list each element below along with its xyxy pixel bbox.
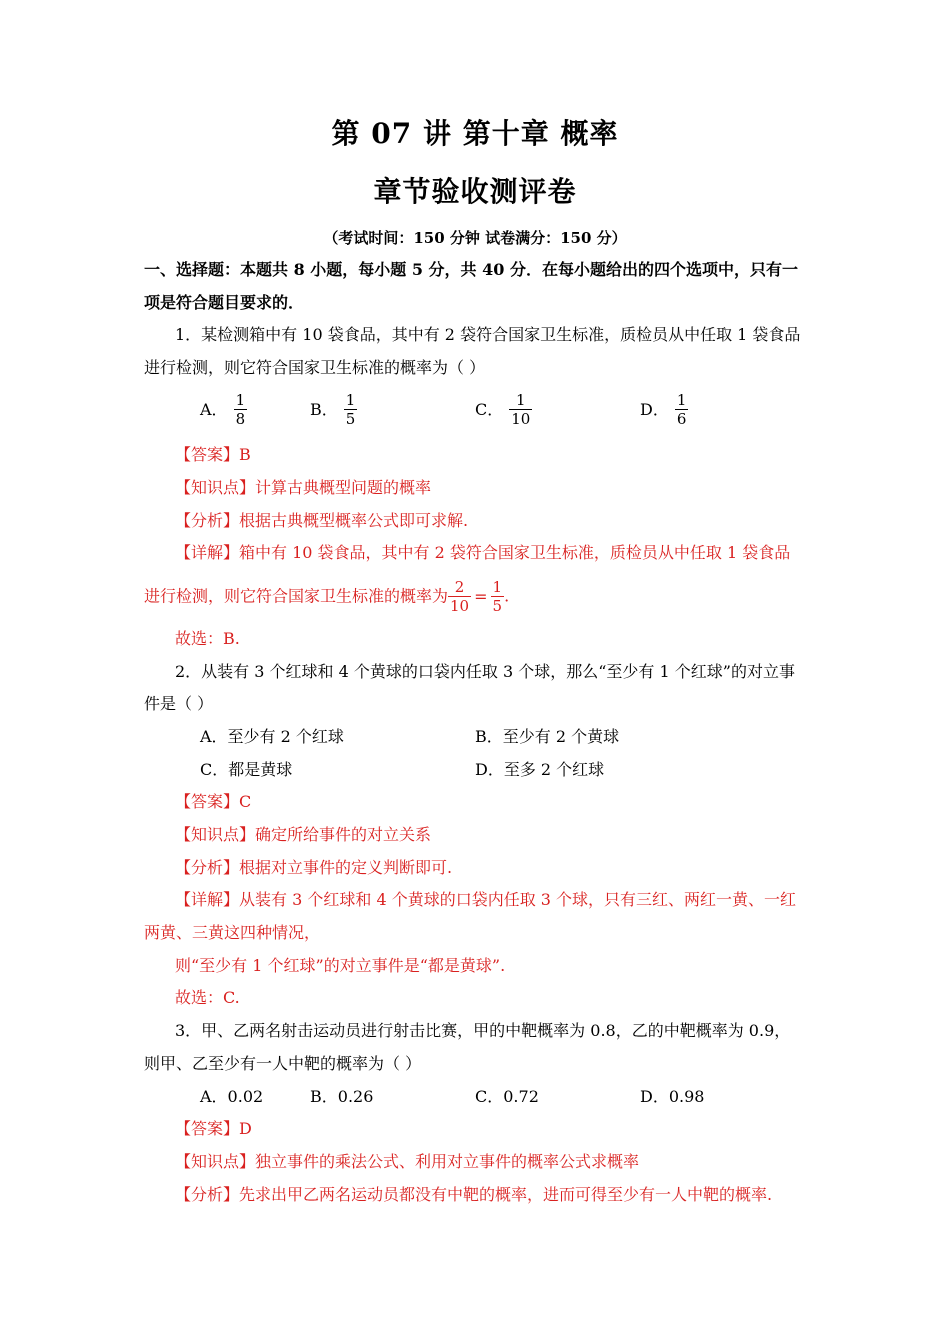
document-subtitle: 章节验收测评卷 [373,175,577,208]
q1-option-d-fraction: $\frac{1}{6}$ [676,391,687,428]
q1-detail-line2: 进行检测，则它符合国家卫生标准的概率为 $\frac{2}{10}$ = $\frac{1}{5}$ . [144,578,510,615]
q1-option-b-fraction: $\frac{1}{5}$ [345,391,356,428]
q2-detail-line1: 【详解】从装有 3 个红球和 4 个黄球的口袋内任取 3 个球，只有三红、两红一黄、一红 [175,890,797,909]
q2-analysis: 【分析】根据对立事件的定义判断即可. [175,858,453,877]
q2-option-c: C．都是黄球 [200,760,293,779]
q3-knowledge: 【知识点】独立事件的乘法公式、利用对立事件的概率公式求概率 [175,1152,640,1171]
q1-detail-line1: 【详解】箱中有 10 袋食品，其中有 2 袋符合国家卫生标准，质检员从中任取 1 袋食品 [175,543,791,562]
section-heading-line1: 一、选择题：本题共 8 小题，每小题 5 分，共 40 分．在每小题给出的四个选项中，只有一 [144,260,798,279]
q1-detail-fraction-1: $\frac{2}{10}$ [450,578,470,615]
q1-option-c-fraction: $\frac{1}{10}$ [511,391,531,428]
q3-analysis: 【分析】先求出甲乙两名运动员都没有中靶的概率，进而可得至少有一人中靶的概率. [175,1185,773,1204]
exam-info: （考试时间：150 分钟 试卷满分：150 分） [323,229,627,247]
q3-stem-line1: 3．甲、乙两名射击运动员进行射击比赛，甲的中靶概率为 0.8，乙的中靶概率为 0.9， [175,1021,791,1040]
q1-option-a-fraction: $\frac{1}{8}$ [235,391,246,428]
document-title: 第 07 讲 第十章 概率 [331,117,619,150]
q1-option-d: D． $\frac{1}{6}$ [640,391,687,428]
q1-option-c: C． $\frac{1}{10}$ [475,391,531,428]
q3-option-a: A．0.02 [200,1087,264,1106]
q2-option-b: B．至少有 2 个黄球 [475,727,620,746]
q3-option-b: B．0.26 [310,1087,374,1106]
q2-stem-line1: 2．从装有 3 个红球和 4 个黄球的口袋内任取 3 个球，那么“至少有 1 个红球”的对立事 [175,662,795,681]
q2-choose: 故选：C. [175,988,240,1007]
q1-stem-line1: 1．某检测箱中有 10 袋食品，其中有 2 袋符合国家卫生标准，质检员从中任取 1 袋食品 [175,325,801,344]
q2-detail-line2: 两黄、三黄这四种情况， [144,923,321,942]
q2-detail-line3: 则“至少有 1 个红球”的对立事件是“都是黄球”. [175,956,506,975]
q1-option-a: A． $\frac{1}{8}$ [200,391,246,428]
q1-choose: 故选：B. [175,629,240,648]
q2-option-a: A．至少有 2 个红球 [200,727,344,746]
q3-stem-line2: 则甲、乙至少有一人中靶的概率为（ ） [144,1054,422,1073]
q2-option-d: D．至多 2 个红球 [475,760,605,779]
q1-knowledge: 【知识点】计算古典概型问题的概率 [175,478,432,497]
q1-option-b: B． $\frac{1}{5}$ [310,391,356,428]
q1-detail-fraction-2: $\frac{1}{5}$ [492,578,503,615]
q3-option-c: C．0.72 [475,1087,539,1106]
q3-option-d: D．0.98 [640,1087,705,1106]
q2-answer: 【答案】C [175,792,252,811]
section-heading-line2: 项是符合题目要求的． [144,293,305,312]
q1-analysis: 【分析】根据古典概型概率公式即可求解. [175,511,469,530]
q2-knowledge: 【知识点】确定所给事件的对立关系 [175,825,432,844]
q2-stem-line2: 件是（ ） [144,694,214,713]
q3-answer: 【答案】D [175,1119,252,1138]
q1-stem-line2: 进行检测，则它符合国家卫生标准的概率为（ ） [144,358,486,377]
q1-answer: 【答案】B [175,445,251,464]
